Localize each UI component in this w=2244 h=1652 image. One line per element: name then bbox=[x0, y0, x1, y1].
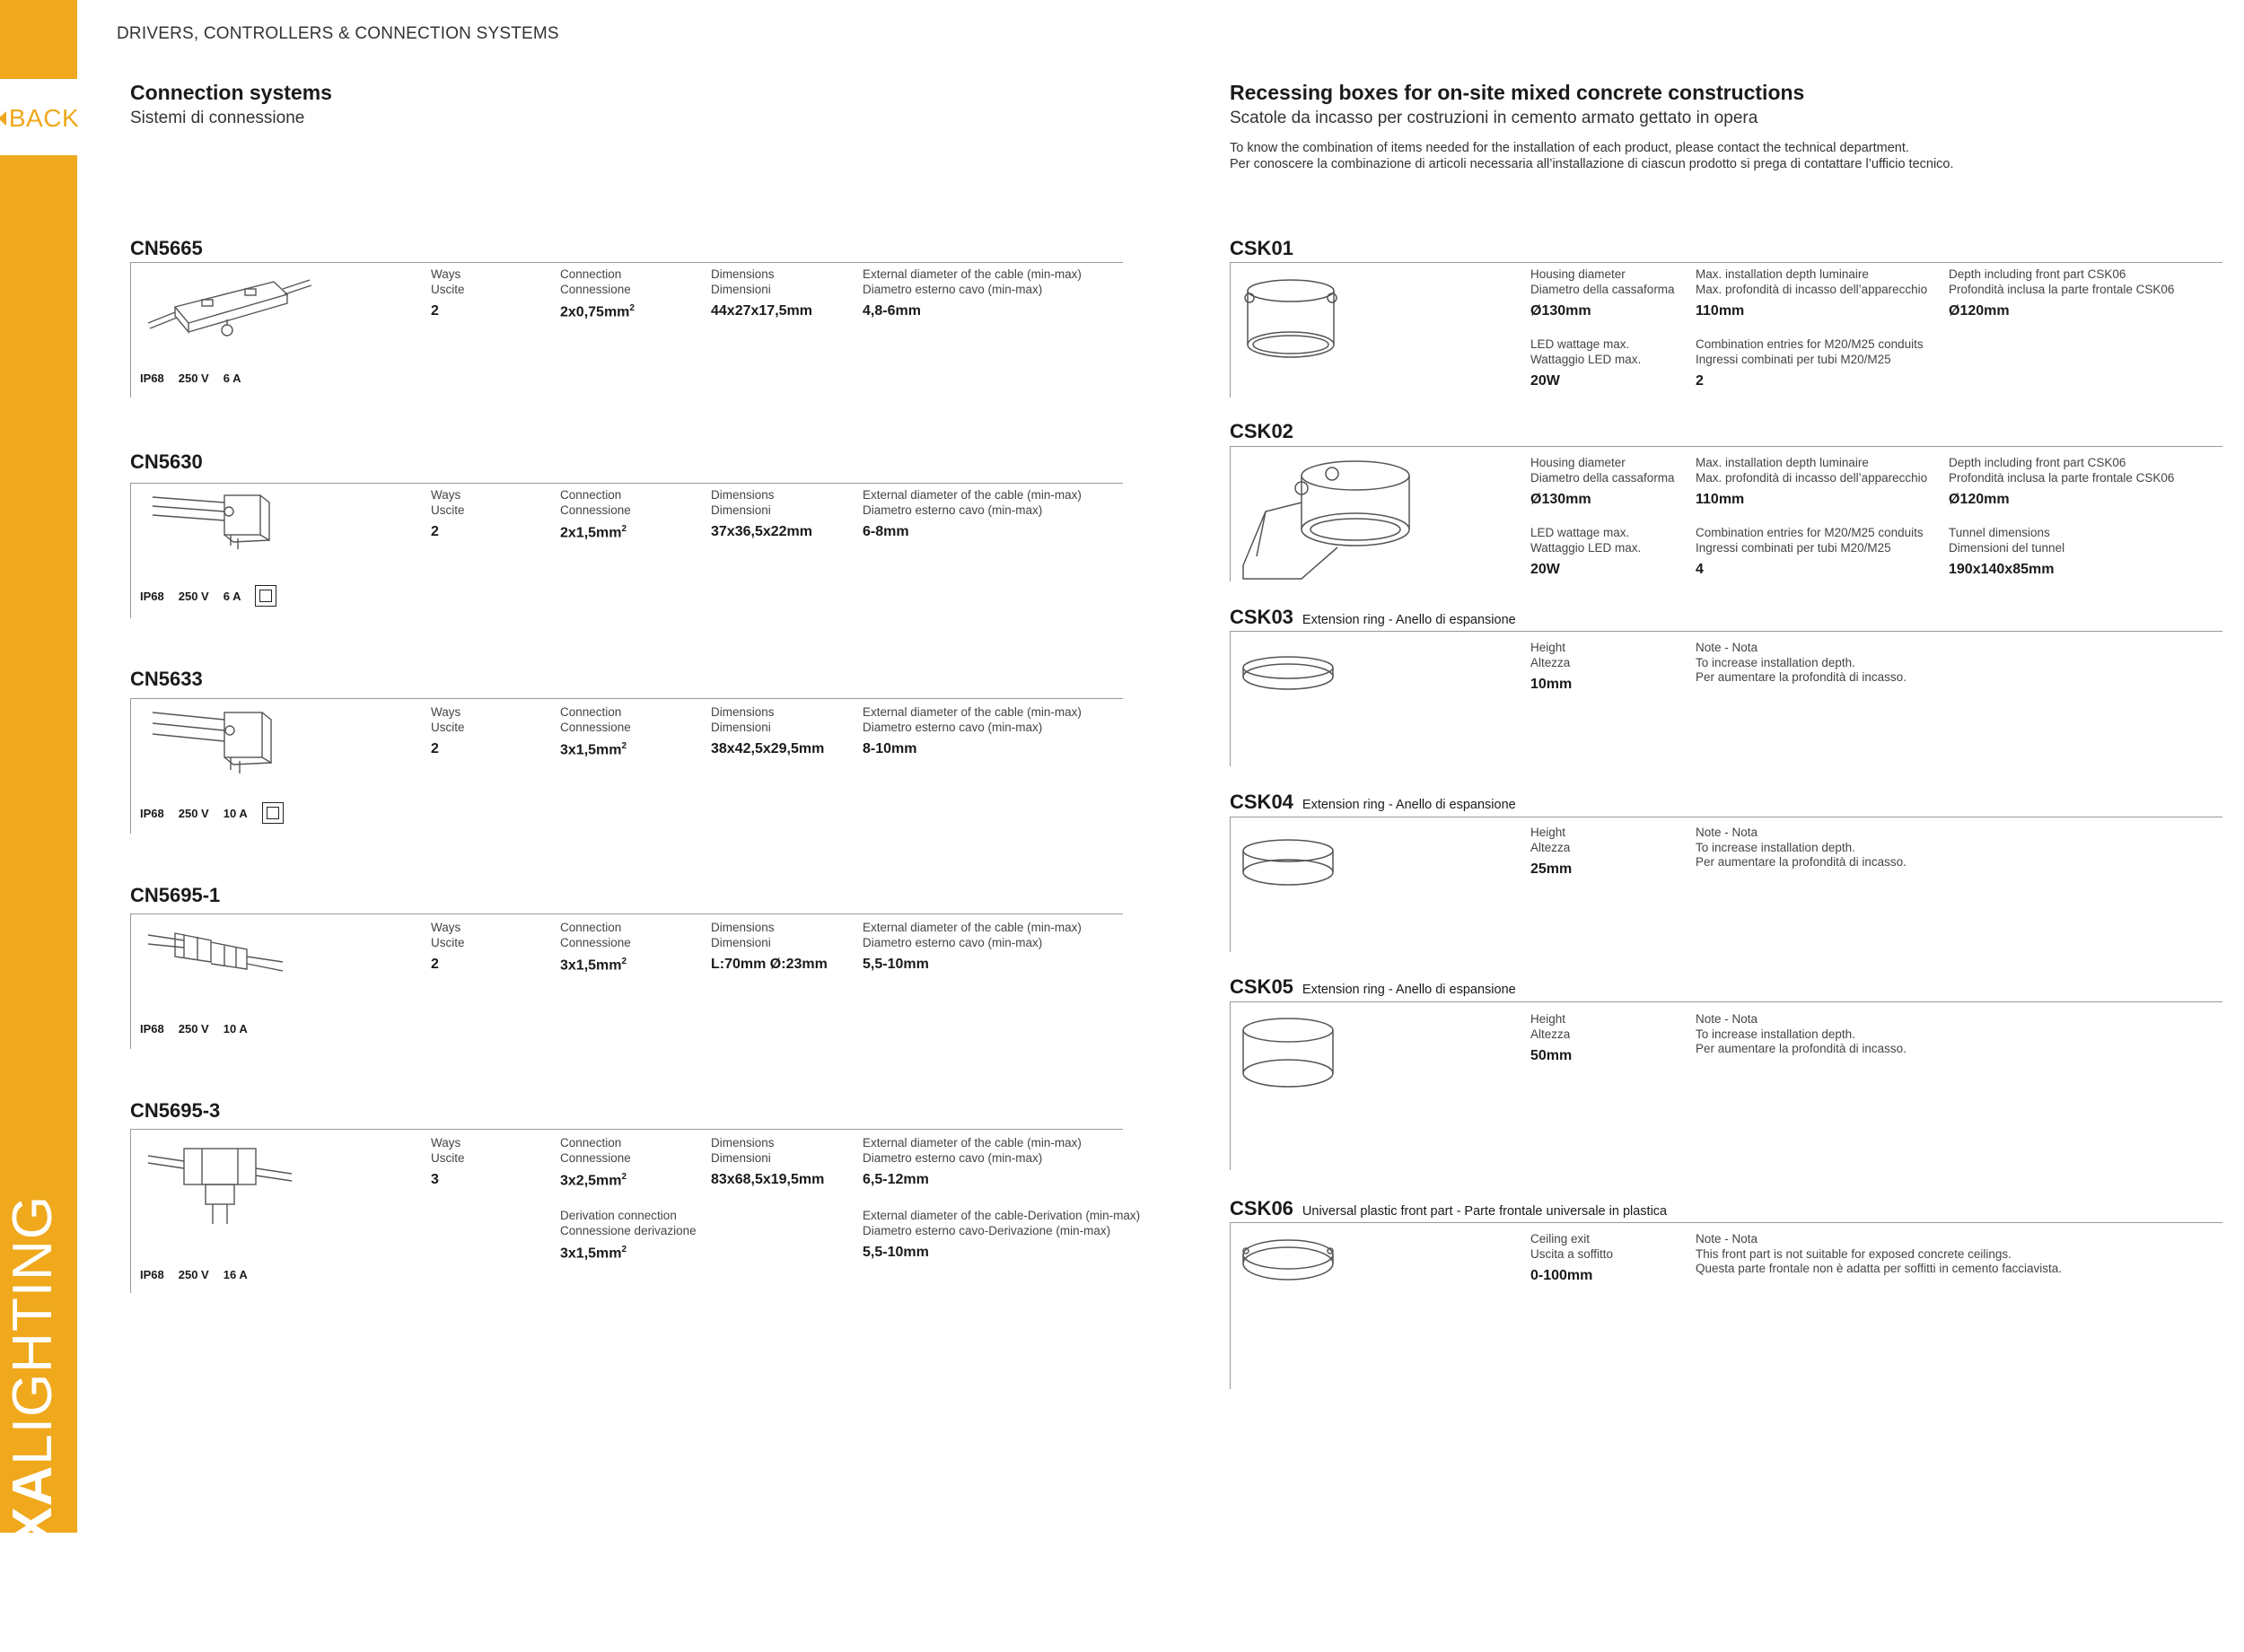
product-code-cn5665: CN5665 bbox=[130, 237, 203, 259]
rating-row: IP68 250 V 10 A bbox=[140, 1022, 248, 1036]
external-diameter-value: 6,5-12mm bbox=[863, 1172, 929, 1187]
connector-image bbox=[139, 269, 319, 341]
connection-value: $3x1,5mm^2$ bbox=[560, 957, 627, 974]
led-wattage-label: LED wattage max. Wattaggio LED max. bbox=[1530, 337, 1642, 366]
product-code-cn5695-1: CN5695-1 bbox=[130, 884, 221, 906]
ways-label: Ways Uscite bbox=[431, 705, 465, 734]
height-value: 25mm bbox=[1530, 861, 1573, 877]
connector-image bbox=[148, 700, 292, 781]
product-code-csk04: CSK04 Extension ring - Anello di espansione bbox=[1230, 791, 1516, 813]
ways-value: 2 bbox=[431, 524, 439, 539]
product-code-csk02: CSK02 bbox=[1230, 420, 1293, 442]
left-section-title: Connection systems bbox=[130, 81, 332, 104]
depth-front-value: Ø120mm bbox=[1949, 492, 2010, 507]
derivation-label: Derivation connection Connessione derivazione bbox=[560, 1209, 697, 1237]
product-code-cn5633: CN5633 bbox=[130, 668, 203, 690]
note-text: Note - Nota This front part is not suitable for exposed concrete ceilings. Questa parte frontale non è adatta per soffitti in cemento facciavista. bbox=[1696, 1232, 2062, 1275]
brand-logo: FLEXALIGHTING bbox=[2, 1194, 64, 1652]
ways-value: 3 bbox=[431, 1172, 439, 1187]
housing-value: Ø130mm bbox=[1530, 492, 1591, 507]
page-category: DRIVERS, CONTROLLERS & CONNECTION SYSTEMS bbox=[117, 24, 559, 43]
note-text: Note - Nota To increase installation depth. Per aumentare la profondità di incasso. bbox=[1696, 826, 1907, 869]
dimensions-label: Dimensions Dimensioni bbox=[711, 488, 775, 517]
height-label: Height Altezza bbox=[1530, 641, 1571, 669]
right-section-note: To know the combination of items needed for the installation of each product, please contact the technical department. Per conoscere la combinazione di articoli necessaria all’installazione di ciascun prodotto si prega di contattare l’ufficio tecnico. bbox=[1230, 141, 1954, 171]
double-insulation-icon bbox=[255, 585, 276, 607]
ceiling-exit-value: 0-100mm bbox=[1530, 1268, 1593, 1283]
back-arrow-icon bbox=[0, 111, 6, 126]
height-label: Height Altezza bbox=[1530, 1012, 1571, 1041]
housing-value: Ø130mm bbox=[1530, 303, 1591, 319]
product-code-csk05: CSK05 Extension ring - Anello di espansione bbox=[1230, 975, 1516, 998]
ways-label: Ways Uscite bbox=[431, 921, 465, 949]
external-diameter-value: 5,5-10mm bbox=[863, 957, 929, 972]
recessing-box-image bbox=[1239, 449, 1418, 583]
height-label: Height Altezza bbox=[1530, 826, 1571, 854]
dimensions-value: 37x36,5x22mm bbox=[711, 524, 812, 539]
derivation-value: $3x1,5mm^2$ bbox=[560, 1245, 627, 1262]
connection-value: $3x2,5mm^2$ bbox=[560, 1172, 627, 1189]
recessing-box-image bbox=[1237, 271, 1345, 370]
connection-label: Connection Connessione bbox=[560, 267, 631, 296]
product-code-csk01: CSK01 bbox=[1230, 237, 1293, 259]
front-part-image bbox=[1239, 1231, 1337, 1294]
right-section-subtitle: Scatole da incasso per costruzioni in cemento armato gettato in opera bbox=[1230, 109, 1758, 127]
height-value: 50mm bbox=[1530, 1048, 1573, 1063]
ways-value: 2 bbox=[431, 303, 439, 319]
connection-value: $2x0,75mm^2$ bbox=[560, 303, 635, 320]
dimensions-label: Dimensions Dimensioni bbox=[711, 921, 775, 949]
connection-label: Connection Connessione bbox=[560, 1136, 631, 1165]
external-diameter-label: External diameter of the cable (min-max) Diametro esterno cavo (min-max) bbox=[863, 488, 1082, 517]
external-diameter-derivation-value: 5,5-10mm bbox=[863, 1245, 929, 1260]
connection-label: Connection Connessione bbox=[560, 488, 631, 517]
external-diameter-value: 8-10mm bbox=[863, 741, 917, 756]
connector-image bbox=[148, 485, 292, 556]
extension-ring-image bbox=[1239, 835, 1337, 897]
dimensions-label: Dimensions Dimensioni bbox=[711, 267, 775, 296]
max-depth-label: Max. installation depth luminaire Max. profondità di incasso dell’apparecchio bbox=[1696, 267, 1928, 296]
back-label: BACK bbox=[8, 104, 80, 132]
connector-image bbox=[148, 1138, 292, 1228]
led-wattage-value: 20W bbox=[1530, 562, 1560, 577]
connection-value: $3x1,5mm^2$ bbox=[560, 741, 627, 758]
combo-entries-label: Combination entries for M20/M25 conduits Ingressi combinati per tubi M20/M25 bbox=[1696, 337, 1924, 366]
dimensions-label: Dimensions Dimensioni bbox=[711, 1136, 775, 1165]
external-diameter-label: External diameter of the cable (min-max) Diametro esterno cavo (min-max) bbox=[863, 267, 1082, 296]
connection-label: Connection Connessione bbox=[560, 921, 631, 949]
ways-value: 2 bbox=[431, 741, 439, 756]
product-code-csk03: CSK03 Extension ring - Anello di espansione bbox=[1230, 606, 1516, 628]
max-depth-value: 110mm bbox=[1696, 492, 1745, 507]
back-button[interactable] bbox=[0, 101, 80, 136]
connection-value: $2x1,5mm^2$ bbox=[560, 524, 627, 541]
dimensions-value: L:70mm Ø:23mm bbox=[711, 957, 828, 972]
sidebar-brand-bar bbox=[0, 155, 77, 1652]
external-diameter-derivation-label: External diameter of the cable-Derivation (min-max) Diametro esterno cavo-Derivazione (min-max) bbox=[863, 1209, 1141, 1237]
tunnel-dimensions-value: 190x140x85mm bbox=[1949, 562, 2055, 577]
left-section-subtitle: Sistemi di connessione bbox=[130, 109, 305, 127]
external-diameter-value: 4,8-6mm bbox=[863, 303, 921, 319]
external-diameter-label: External diameter of the cable (min-max) Diametro esterno cavo (min-max) bbox=[863, 921, 1082, 949]
connector-image bbox=[148, 917, 283, 980]
extension-ring-image bbox=[1239, 1012, 1337, 1102]
product-code-cn5630: CN5630 bbox=[130, 450, 203, 473]
external-diameter-value: 6-8mm bbox=[863, 524, 909, 539]
combo-entries-label: Combination entries for M20/M25 conduits Ingressi combinati per tubi M20/M25 bbox=[1696, 526, 1924, 555]
ceiling-exit-label: Ceiling exit Uscita a soffitto bbox=[1530, 1232, 1614, 1261]
combo-entries-value: 2 bbox=[1696, 373, 1704, 389]
rating-row: IP68 250 V 6 A bbox=[140, 371, 241, 385]
tunnel-dimensions-label: Tunnel dimensions Dimensioni del tunnel bbox=[1949, 526, 2065, 555]
housing-label: Housing diameter Diametro della cassaforma bbox=[1530, 267, 1675, 296]
ways-label: Ways Uscite bbox=[431, 1136, 465, 1165]
rating-row: IP68 250 V 16 A bbox=[140, 1268, 248, 1281]
note-text: Note - Nota To increase installation depth. Per aumentare la profondità di incasso. bbox=[1696, 641, 1907, 684]
product-code-csk06: CSK06 Universal plastic front part - Parte frontale universale in plastica bbox=[1230, 1197, 1668, 1219]
ways-value: 2 bbox=[431, 957, 439, 972]
double-insulation-icon bbox=[262, 802, 284, 824]
dimensions-value: 83x68,5x19,5mm bbox=[711, 1172, 825, 1187]
height-value: 10mm bbox=[1530, 677, 1573, 692]
dimensions-value: 38x42,5x29,5mm bbox=[711, 741, 825, 756]
max-depth-value: 110mm bbox=[1696, 303, 1745, 319]
dimensions-value: 44x27x17,5mm bbox=[711, 303, 812, 319]
ways-label: Ways Uscite bbox=[431, 488, 465, 517]
depth-front-label: Depth including front part CSK06 Profondità inclusa la parte frontale CSK06 bbox=[1949, 267, 2175, 296]
depth-front-value: Ø120mm bbox=[1949, 303, 2010, 319]
right-section-title: Recessing boxes for on-site mixed concrete constructions bbox=[1230, 81, 1805, 104]
ways-label: Ways Uscite bbox=[431, 267, 465, 296]
housing-label: Housing diameter Diametro della cassaforma bbox=[1530, 456, 1675, 485]
dimensions-label: Dimensions Dimensioni bbox=[711, 705, 775, 734]
rating-row: IP68 250 V 10 A bbox=[140, 802, 284, 824]
led-wattage-value: 20W bbox=[1530, 373, 1560, 389]
combo-entries-value: 4 bbox=[1696, 562, 1704, 577]
connection-label: Connection Connessione bbox=[560, 705, 631, 734]
sidebar-top-bar bbox=[0, 0, 77, 79]
external-diameter-label: External diameter of the cable (min-max) Diametro esterno cavo (min-max) bbox=[863, 705, 1082, 734]
external-diameter-label: External diameter of the cable (min-max) Diametro esterno cavo (min-max) bbox=[863, 1136, 1082, 1165]
max-depth-label: Max. installation depth luminaire Max. profondità di incasso dell’apparecchio bbox=[1696, 456, 1928, 485]
product-code-cn5695-3: CN5695-3 bbox=[130, 1099, 221, 1122]
note-text: Note - Nota To increase installation depth. Per aumentare la profondità di incasso. bbox=[1696, 1012, 1907, 1055]
rating-row: IP68 250 V 6 A bbox=[140, 585, 276, 607]
led-wattage-label: LED wattage max. Wattaggio LED max. bbox=[1530, 526, 1642, 555]
depth-front-label: Depth including front part CSK06 Profondità inclusa la parte frontale CSK06 bbox=[1949, 456, 2175, 485]
extension-ring-image bbox=[1239, 650, 1337, 704]
